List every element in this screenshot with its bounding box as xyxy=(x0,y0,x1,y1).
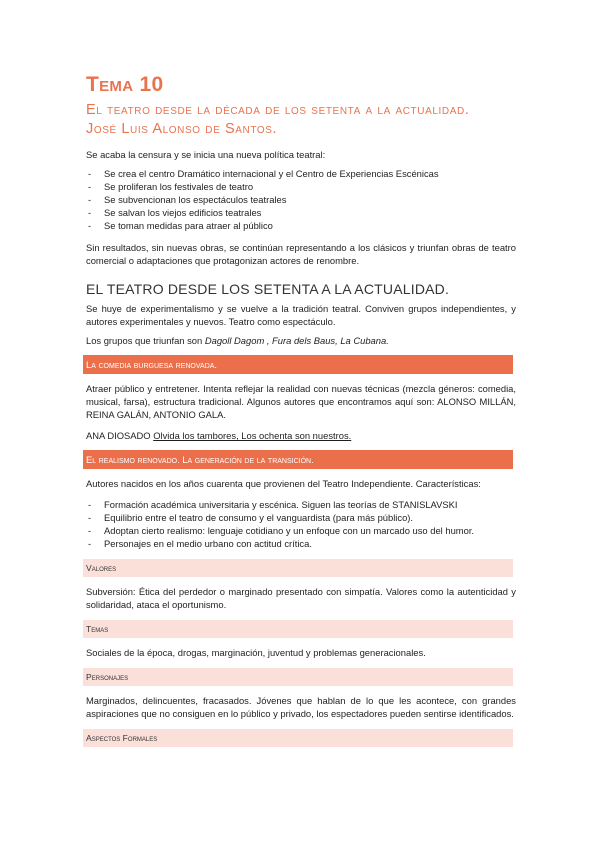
realismo-paragraph: Autores nacidos en los años cuarenta que provienen del Teatro Independiente. Características: xyxy=(86,478,481,489)
realismo-list xyxy=(86,498,516,550)
list-item: - Adoptan cierto realismo: lenguaje cotidiano y un enfoque con un marcado uso del humor. xyxy=(86,524,516,537)
groups-prefix: Los grupos que triunfan son xyxy=(86,335,205,346)
section-heading: EL TEATRO DESDE LOS SETENTA A LA ACTUALIDAD. xyxy=(86,281,450,297)
personajes-text: Marginados, delincuentes, fracasados. Jóvenes que hablan de lo que les acontece, con grandes aspiraciones que no consiguen en lo público y privado, los espectadores pueden sentirse identificados. xyxy=(86,695,516,719)
list-item: - Se toman medidas para atraer al público xyxy=(86,219,516,232)
page-content xyxy=(86,72,516,747)
diosado-paragraph xyxy=(86,429,516,442)
list-item: - Se subvencionan los espectáculos teatrales xyxy=(86,193,516,206)
list-item: - Se proliferan los festivales de teatro xyxy=(86,180,516,193)
subheading-temas: Temas xyxy=(83,620,513,638)
diosado-name: ANA DIOSADO xyxy=(86,430,154,441)
temas-text: Sociales de la época, drogas, marginación, juventud y problemas generacionales. xyxy=(86,647,426,658)
intro-list xyxy=(86,167,516,232)
subheading-aspectos-formales: Aspectos Formales xyxy=(83,729,513,747)
heading-bar-comedia-burguesa: La comedia burguesa renovada. xyxy=(83,355,513,374)
list-item: - Se salvan los viejos edificios teatrales xyxy=(86,206,516,219)
results-paragraph: Sin resultados, sin nuevas obras, se continúan representando a los clásicos y triunfan obras de teatro comercial o adaptaciones que protagonizan actores de renombre. xyxy=(86,242,516,266)
intro-text: Se acaba la censura y se inicia una nueva política teatral: xyxy=(86,149,326,160)
list-item: - Se crea el centro Dramático internacional y el Centro de Experiencias Escénicas xyxy=(86,167,516,180)
document-subtitle-line-1: El teatro desde la década de los setenta a la actualidad. xyxy=(86,102,470,118)
groups-names: Dagoll Dagom , Fura dels Baus, La Cubana. xyxy=(204,335,389,346)
document-subtitle-line-2: José Luis Alonso de Santos. xyxy=(86,121,278,137)
list-item: - Formación académica universitaria y escénica. Siguen las teorías de STANISLAVSKI xyxy=(86,498,516,511)
list-item: - Personajes en el medio urbano con actitud crítica. xyxy=(86,537,516,550)
subheading-valores: Valores xyxy=(83,559,513,577)
document-title: Tema 10 xyxy=(86,73,164,96)
valores-text: Subversión: Ética del perdedor o marginado presentado con simpatía. Valores como la autenticidad y solidaridad, ataca el oportunismo. xyxy=(86,586,516,610)
heading-bar-realismo-renovado: El realismo renovado. La generación de la transición. xyxy=(83,450,513,469)
diosado-works: Olvida los tambores, Los ochenta son nuestros. xyxy=(153,430,352,441)
list-item: - Equilibrio entre el teatro de consumo y el vanguardista (para más público). xyxy=(86,511,516,524)
subheading-personajes: Personajes xyxy=(83,668,513,686)
comedia-paragraph: Atraer público y entretener. Intenta reflejar la realidad con nuevas técnicas (mezcla géneros: comedia, musical, farsa), estructura tradicional. Algunos autores que encontramos aquí son: ALONSO MILLÁN, REINA GALÁN, ANTONIO GALA. xyxy=(86,383,516,420)
section-paragraph: Se huye de experimentalismo y se vuelve a la tradición teatral. Conviven grupos independientes, y autores experimentales y nuevos. Teatro como espectáculo. xyxy=(86,303,516,327)
groups-paragraph xyxy=(86,334,516,347)
